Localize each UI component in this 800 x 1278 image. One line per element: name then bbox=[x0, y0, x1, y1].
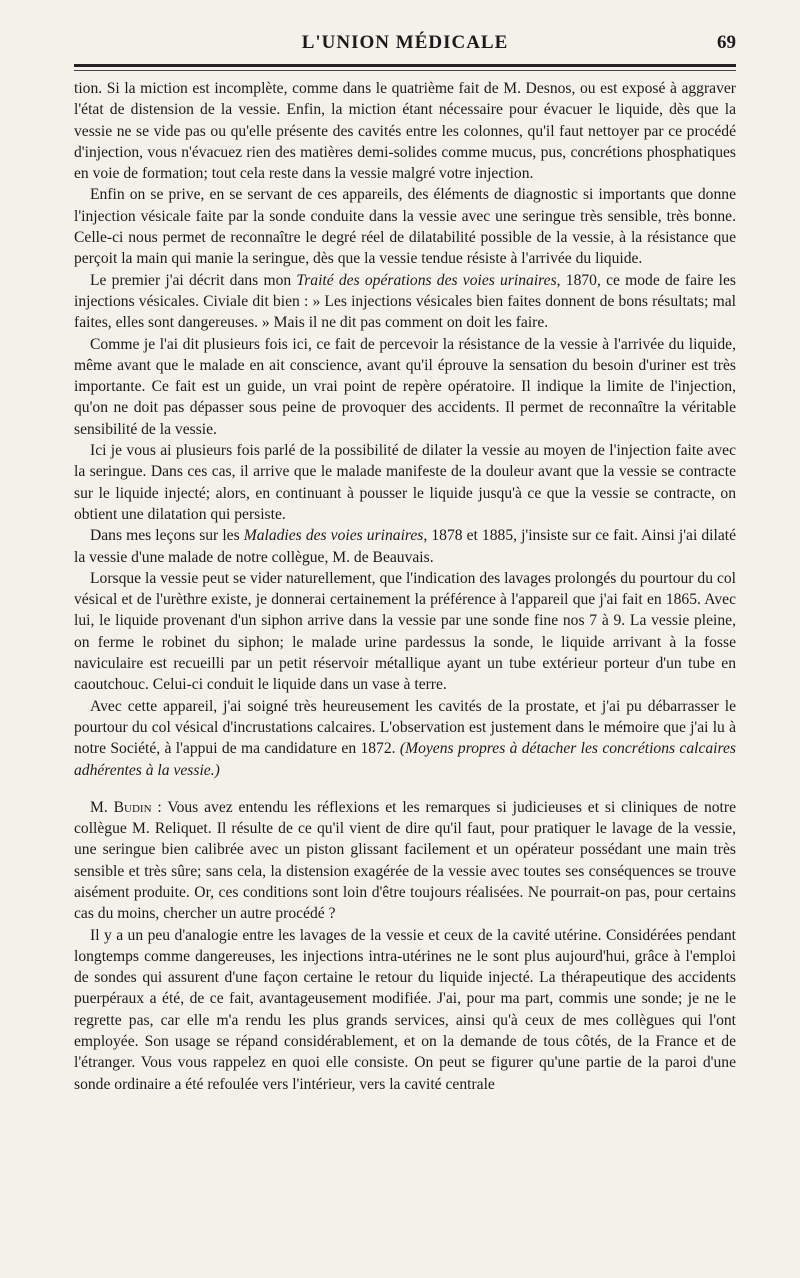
speaker-prefix: M. bbox=[90, 798, 114, 816]
paragraph: Il y a un peu d'analogie entre les lavages de la vessie et ceux de la cavité utérine. Considérées pendant longtemps comme dangereuses, les injections intra-utérines ne le sont plus aujourd'hui, grâce à l'emploi de sondes qui assurent d'une façon certaine le retour du liquide injecté. La thérapeutique des accidents puerpéraux a été, de ce fait, avantageusement modifiée. J'ai, pour ma part, commis une sonde; je ne le regrette pas, car elle m'a rendu les plus grands services, ainsi qu'à ceux de mes collègues qui l'ont employée. Son usage se répand considérablement, et on la demande de tous côtés, de la France et de l'étranger. Vous vous rappelez en quoi elle consiste. On peut se figurer qu'une partie de la paroi d'une sonde ordinaire a été refoulée vers l'intérieur, vers la cavité centrale bbox=[74, 926, 736, 1093]
paragraph bbox=[74, 797, 736, 925]
paragraph bbox=[74, 270, 736, 334]
paragraph: Comme je l'ai dit plusieurs fois ici, ce fait de percevoir la résistance de la vessie à l'arrivée du liquide, même avant que le malade en ait conscience, avant qu'il éprouve la sensation du besoin d'uriner est très importante. Ce fait est un guide, un vrai point de repère opératoire. Il indique la limite de l'injection, qu'on ne doit pas dépasser sous peine de provoquer des accidents. Il permet de reconnaître la véritable sensibilité de la vessie. bbox=[74, 335, 736, 438]
header-rule-thin bbox=[74, 70, 736, 71]
paragraph-text: Dans mes leçons sur les bbox=[90, 527, 244, 545]
book-title: Maladies des voies urinaires bbox=[243, 527, 424, 545]
paragraph bbox=[74, 696, 736, 781]
article-body bbox=[74, 78, 736, 1095]
paragraph: Enfin on se prive, en se servant de ces appareils, des éléments de diagnostic si importants que donne l'injection vésicale faite par la sonde conduite dans la vessie avec une seringue très sensible, très bonne. Celle-ci nous permet de reconnaître le degré réel de dilatabilité possible de la vessie, à la résistance que perçoit la main qui manie la seringue, dès que la vessie tendue résiste à l'arrivée du liquide. bbox=[74, 186, 736, 268]
book-title: Traité des opérations des voies urinaires bbox=[296, 271, 557, 289]
memoir-title: (Moyens propres à détacher les concrétions calcaires adhérentes à la vessie.) bbox=[74, 740, 736, 779]
paragraph-text: Le premier j'ai décrit dans mon bbox=[90, 271, 297, 289]
running-header bbox=[74, 28, 736, 64]
paragraph: Lorsque la vessie peut se vider naturellement, que l'indication des lavages prolongés du pourtour du col vésical et de l'urèthre existe, je donnerai certainement la préférence à l'appareil que j'ai fait en 1865. Avec lui, le liquide provenant d'un siphon arrive dans la vessie par une sonde fine nos 7 à 9. La vessie pleine, on ferme le robinet du siphon; le malade urine pardessus la sonde, le liquide arrivant à la fosse naviculaire est recueilli par un petit réservoir métallique ayant un tube extérieur porteur d'un tube en caoutchouc. Celui-ci conduit le liquide dans un vase à terre. bbox=[74, 569, 736, 694]
running-title: L'UNION MÉDICALE bbox=[301, 32, 509, 53]
paragraph-text: Avec cette appareil, j'ai soigné très heureusement les cavités de la prostate, et j'ai pu débarrasser le pourtour du col vésical d'incrustations calcaires. L'observation est justement dans le mémoire que j'ai lu à notre Société, à l'appui de ma candidature en 1872. bbox=[74, 697, 736, 758]
paragraph-text: , 1870, ce mode de faire les injections vésicales. Civiale dit bien : » Les injections vésicales bien faites donnent de bons résultats; mal faites, elles sont dangereuses. » Mais il ne dit pas comment on doit les faire. bbox=[74, 271, 736, 332]
page-number: 69 bbox=[717, 32, 736, 53]
paragraph bbox=[74, 525, 736, 568]
paragraph: tion. Si la miction est incomplète, comme dans le quatrième fait de M. Desnos, ou est exposé à aggraver l'état de distension de la vessie. Enfin, la miction étant nécessaire pour évacuer le liquide, dès que la vessie ne se vide pas ou qu'elle présente des cavités entre les colonnes, qu'il faut nettoyer par ce procédé d'injection, vous n'évacuez rien des matières demi-solides comme mucus, pus, concrétions phosphatiques en voie de formation; tout cela reste dans la vessie malgré votre injection. bbox=[74, 80, 736, 183]
speaker-name: Budin bbox=[113, 798, 152, 816]
paragraph-text: : Vous avez entendu les réflexions et les remarques si judicieuses et si cliniques de notre collègue M. Reliquet. Il résulte de ce qu'il vient de dire qu'il faut, pour pratiquer le lavage de la vessie, une seringue bien calibrée avec un piston glissant facilement et un opérateur possédant une main très sensible et très sûre; sans cela, la distension exagérée de la vessie avec toutes ses conséquences se trouve aisément produite. Or, ces conditions sont loin d'être toujours réalisées. Ne pourrait-on pas, pour certains cas du moins, chercher un autre procédé ? bbox=[74, 798, 736, 923]
paragraph-text: , 1878 et 1885, j'insiste sur ce fait. Ainsi j'ai dilaté la vessie d'une malade de notre collègue, M. de Beauvais. bbox=[74, 527, 736, 566]
paragraph: Ici je vous ai plusieurs fois parlé de la possibilité de dilater la vessie au moyen de l'injection faite avec la seringue. Dans ces cas, il arrive que le malade manifeste de la douleur avant que la vessie se contracte sur le liquide injecté; alors, en continuant à pousser le liquide jusqu'à ce que la vessie se contracte, on obtient une dilatation qui persiste. bbox=[74, 442, 736, 523]
header-rule bbox=[74, 64, 736, 67]
